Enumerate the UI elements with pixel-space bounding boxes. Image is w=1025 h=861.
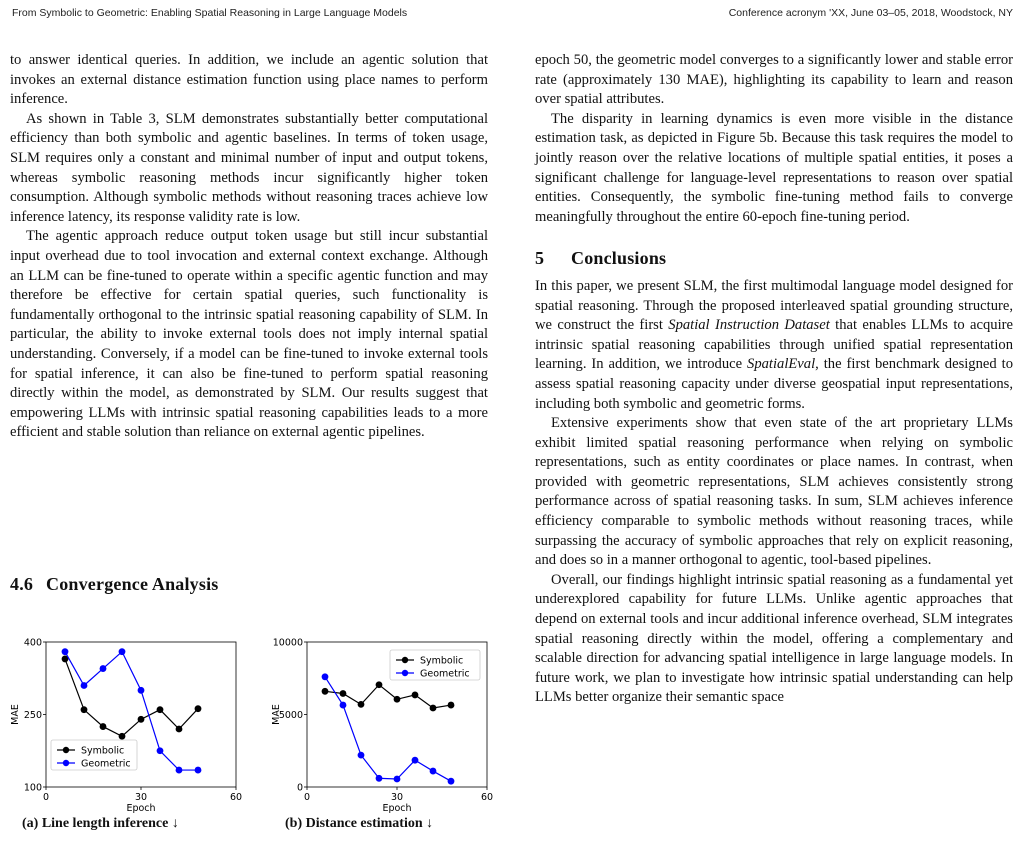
y-tick-label: 400 bbox=[23, 637, 42, 649]
x-axis-label: Epoch bbox=[382, 803, 412, 814]
legend bbox=[51, 740, 137, 770]
data-point-geometric bbox=[322, 673, 329, 680]
data-point-geometric bbox=[340, 702, 347, 709]
legend-label: Symbolic bbox=[81, 745, 125, 757]
legend-swatch-marker bbox=[402, 657, 408, 663]
legend-swatch-marker bbox=[63, 747, 69, 753]
data-point-geometric bbox=[138, 687, 145, 694]
legend bbox=[390, 650, 480, 680]
data-point-geometric bbox=[81, 682, 88, 689]
legend-label: Symbolic bbox=[420, 655, 464, 667]
data-point-symbolic bbox=[340, 690, 347, 697]
x-tick-label: 0 bbox=[303, 792, 311, 803]
paragraph: In this paper, we present SLM, the first multimodal language model designed for spatial reasoning. Through the proposed interleaved spatial grounding structure, we construct the first Spatial Instruction Dataset that enables LLMs to acquire intrinsic spatial reasoning capabilities through unified spatial representation learning. In addition, we introduce SpatialEval, the first benchmark designed to assess spatial reasoning capacity under diverse geospatial input representations, including both symbolic and geometric forms. bbox=[535, 277, 1013, 412]
data-point-geometric bbox=[358, 752, 365, 759]
legend-label: Geometric bbox=[420, 668, 470, 680]
figure-caption-b: (b) Distance estimation ↓ bbox=[285, 816, 434, 831]
data-point-symbolic bbox=[100, 723, 107, 730]
section-heading bbox=[535, 249, 1013, 269]
data-point-geometric bbox=[176, 767, 183, 774]
data-point-symbolic bbox=[448, 702, 455, 709]
data-point-symbolic bbox=[138, 716, 145, 723]
section-number: 5 bbox=[535, 248, 545, 269]
data-point-symbolic bbox=[412, 692, 419, 699]
legend-swatch-marker bbox=[402, 670, 408, 676]
paragraph: As shown in Table 3, SLM demonstrates substantially better computational efficiency than both symbolic and agentic baselines. In terms of token usage, SLM requires only a constant and minimal number of input and output tokens, whereas symbolic reasoning methods incur significantly higher token consumption. Although symbolic methods without reasoning traces achieve low inference latency, its response validity rate is low. bbox=[10, 110, 488, 225]
data-point-geometric bbox=[195, 767, 202, 774]
paragraph: to answer identical queries. In addition, we include an agentic solution that invokes an external distance estimation function using place names to perform inference. bbox=[10, 52, 488, 108]
legend-swatch-marker bbox=[63, 760, 69, 766]
x-tick-label: 0 bbox=[42, 792, 50, 803]
paragraph: epoch 50, the geometric model converges to a significantly lower and stable error rate (approximately 130 MAE), highlighting its capability to learn and reason over spatial attributes. bbox=[535, 52, 1013, 108]
paragraph: The agentic approach reduce output token usage but still incur substantial input overhead due to tool invocation and external context exchange. Although an LLM can be fine-tuned to operate within a specific agentic function and may therefore be effective for certain spatial queries, such functionality is fundamentally orthogonal to the intrinsic spatial reasoning capability of SLM. In particular, the ability to invoke external tools does not imply internal spatial understanding. Conversely, if a model can be fine-tuned to invoke external tools for spatial inference, it can also be fine-tuned to perform spatial reasoning directly within the model, as demonstrated by SLM. Our results suggest that empowering LLMs with intrinsic spatial reasoning capabilities leads to a more efficient and stable solution than reliance on external agentic pipelines. bbox=[10, 228, 488, 441]
data-point-symbolic bbox=[195, 705, 202, 712]
paragraph: Extensive experiments show that even state of the art proprietary LLMs exhibit limited spatial reasoning performance when relying on symbolic representations, such as entity coordinates or place names. In contrast, when provided with geometric representations, SLM achieves consistently strong performance across of spatial reasoning tasks. In sum, SLM achieves inference efficiency comparable to symbolic methods without reasoning traces, while surpassing the accuracy of symbolic approaches that rely on explicit reasoning, and does so in a manner orthogonal to agentic, tool-based pipelines. bbox=[535, 415, 1013, 569]
data-point-geometric bbox=[448, 778, 455, 785]
paragraph: The disparity in learning dynamics is even more visible in the distance estimation task, as depicted in Figure 5b. Because this task requires the model to jointly reason over the relative locations of multiple spatial entities, it poses a significant challenge for language-level representations to reason over spatial entities. Consequently, the symbolic fine-tuning method fails to converge meaningfully throughout the entire 60-epoch fine-tuning period. bbox=[535, 110, 1013, 225]
figure-caption-a: (a) Line length inference ↓ bbox=[22, 816, 179, 831]
data-point-geometric bbox=[119, 648, 126, 655]
data-point-geometric bbox=[62, 648, 69, 655]
data-point-geometric bbox=[157, 747, 164, 754]
right-column bbox=[535, 51, 1013, 708]
data-point-geometric bbox=[100, 665, 107, 672]
x-axis-label: Epoch bbox=[126, 803, 156, 814]
y-tick-label: 10000 bbox=[272, 637, 303, 649]
y-tick-label: 100 bbox=[23, 782, 42, 794]
data-point-symbolic bbox=[176, 726, 183, 733]
data-point-symbolic bbox=[358, 701, 365, 708]
y-tick-label: 250 bbox=[23, 710, 42, 721]
section-title: Conclusions bbox=[571, 248, 667, 269]
left-column bbox=[10, 51, 488, 443]
section-heading bbox=[10, 574, 219, 595]
data-point-symbolic bbox=[394, 696, 401, 703]
data-point-symbolic bbox=[430, 705, 437, 712]
y-tick-label: 0 bbox=[296, 782, 303, 794]
section-number: 4.6 bbox=[10, 574, 34, 594]
data-point-geometric bbox=[412, 757, 419, 764]
section-title: Convergence Analysis bbox=[46, 574, 219, 594]
x-tick-label: 60 bbox=[480, 792, 494, 803]
figure-line-length-chart bbox=[8, 630, 258, 820]
y-axis-label: MAE bbox=[271, 704, 282, 725]
header-title: From Symbolic to Geometric: Enabling Spatial Reasoning in Large Language Models bbox=[12, 7, 408, 19]
legend-label: Geometric bbox=[81, 758, 131, 770]
data-point-symbolic bbox=[81, 706, 88, 713]
figure-distance-chart bbox=[255, 630, 495, 820]
data-point-symbolic bbox=[119, 733, 126, 740]
x-tick-label: 60 bbox=[229, 792, 243, 803]
data-point-symbolic bbox=[322, 688, 329, 695]
benchmark-name: SpatialEval bbox=[747, 356, 816, 373]
header-venue: Conference acronym 'XX, June 03–05, 2018, Woodstock, NY bbox=[728, 7, 1013, 19]
data-point-symbolic bbox=[157, 706, 164, 713]
x-tick-label: 30 bbox=[390, 792, 404, 803]
data-point-geometric bbox=[376, 775, 383, 782]
running-header bbox=[12, 7, 1013, 21]
data-point-geometric bbox=[430, 768, 437, 775]
data-point-symbolic bbox=[376, 681, 383, 688]
y-tick-label: 5000 bbox=[278, 710, 303, 721]
paragraph: Overall, our findings highlight intrinsic spatial reasoning as a fundamental yet underexplored capability for future LLMs. Unlike agentic approaches that depend on external tools and incur additional inference overhead, SLM integrates spatial reasoning directly within the model, offering a complementary and scalable direction for advancing spatial intelligence in large language models. In future work, we plan to investigate how intrinsic spatial understanding can help LLMs better organize their semantic space bbox=[535, 571, 1013, 706]
x-tick-label: 30 bbox=[134, 792, 148, 803]
data-point-geometric bbox=[394, 776, 401, 783]
y-axis-label: MAE bbox=[10, 704, 21, 725]
dataset-name: Spatial Instruction Dataset bbox=[668, 317, 830, 334]
